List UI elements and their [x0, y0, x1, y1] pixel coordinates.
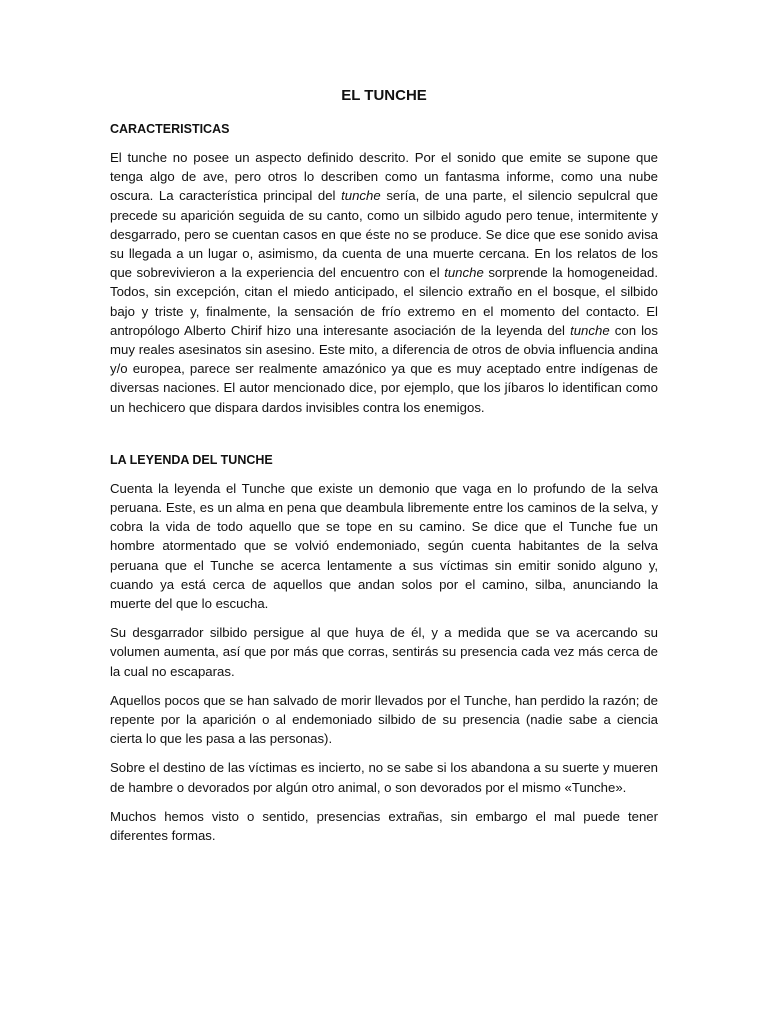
document-title: EL TUNCHE: [341, 87, 427, 104]
body-paragraph: [110, 479, 658, 613]
section-heading: LA LEYENDA DEL TUNCHE: [110, 452, 273, 467]
section-heading: CARACTERISTICAS: [110, 122, 230, 136]
paragraph-text: con los muy reales asesinatos sin asesino. Este mito, a diferencia de otros de obvia influencia andina y/o europea, parece ser realmente amazónico ya que es muy aceptado entre indígenas de diversas naciones. El autor mencionado dice, por ejemplo, que los jíbaros lo identifican como un hechicero que dispara dardos invisibles contra los enemigos.: [110, 322, 658, 415]
body-paragraph: [110, 807, 658, 845]
paragraph-text: Aquellos pocos que se han salvado de morir llevados por el Tunche, han perdido la razón; de repente por la aparición o al endemoniado silbido de su presencia (nadie sabe a ciencia cierta lo que les pasa a las personas).: [110, 692, 658, 747]
italic-text: tunche: [341, 188, 381, 204]
paragraph-text: Muchos hemos visto o sentido, presencias extrañas, sin embargo el mal puede tener diferentes formas.: [110, 808, 658, 844]
body-paragraph: [110, 148, 658, 417]
paragraph-text: Su desgarrador silbido persigue al que huya de él, y a medida que se va acercando su volumen aumenta, así que por más que corras, sentirás su presencia cada vez más cerca de la cual no escaparas.: [110, 625, 658, 679]
body-paragraph: [110, 623, 658, 681]
document-page: [110, 86, 658, 855]
paragraph-text: El tunche no posee un aspecto definido descrito. Por el sonido que emite se supone que tenga algo de ave, pero otros lo describen como un fantasma informe, como una nube oscura. La característica principal del: [110, 150, 658, 204]
paragraph-text: sorprende la homogeneidad. Todos, sin excepción, citan el miedo anticipado, el silencio extraño en el bosque, el silbido bajo y triste y, finalmente, la sensación de frío extremo en el momento del contacto. El antropólogo Alberto Chirif hizo una interesante asociación de la leyenda del: [110, 265, 659, 338]
paragraph-text: sería, de una parte, el silencio sepulcral que precede su aparición seguida de su canto, como un silbido agudo pero tenue, intermitente y desgarrado, pero se cuentan casos en que éste no se produce. Se dice que ese sonido avisa su llegada a un lugar o, asimismo, da cuenta de una muerte cercana. En los relatos de los que sobrevivieron a la experiencia del encuentro con el: [110, 188, 658, 281]
body-paragraph: [110, 691, 658, 749]
paragraph-text: Cuenta la leyenda el Tunche que existe un demonio que vaga en lo profundo de la selva peruana. Este, es un alma en pena que deambula libremente entre los caminos de la selva, y cobra la vida de todo aquello que se tope en su camino. Se dice que el Tunche fue un hombre atormentado que se volvió endemoniado, según cuenta habitantes de la selva peruana que el Tunche se acerca lentamente a sus víctimas sin emitir sonido alguno y, cuando ya está cerca de aquellos que andan solos por el camino, silba, anunciando la muerte del que lo escucha.: [110, 480, 658, 612]
italic-text: tunche: [444, 265, 484, 281]
document-body: [110, 120, 658, 845]
italic-text: tunche: [570, 322, 610, 338]
paragraph-text: Sobre el destino de las víctimas es incierto, no se sabe si los abandona a su suerte y mueren de hambre o devorados por algún otro animal, o son devorados por el mismo «Tunche».: [110, 760, 658, 795]
body-paragraph: [110, 758, 658, 796]
section-spacer: [110, 427, 658, 451]
